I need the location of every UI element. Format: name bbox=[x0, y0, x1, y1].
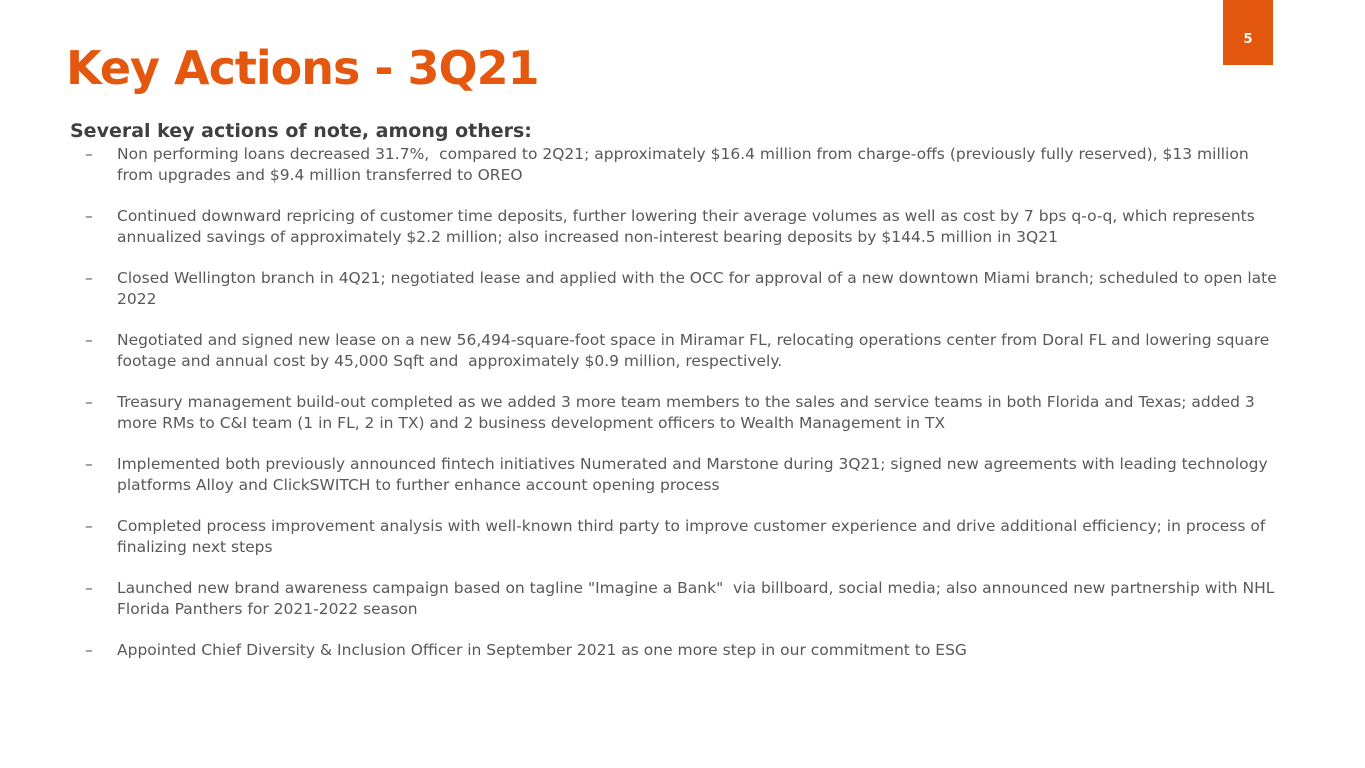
list-item bbox=[85, 578, 1290, 620]
bullet-text: Continued downward repricing of customer time deposits, further lowering their average volumes as well as cost by 7 bps q-o-q, which represents annualized savings of approximately $2.2 million; also increased non-interest bearing deposits by $144.5 million in 3Q21 bbox=[117, 207, 1260, 246]
slide-subtitle: Several key actions of note, among others: bbox=[70, 119, 532, 142]
dash-bullet-marker: – bbox=[85, 517, 93, 535]
dash-bullet-marker: – bbox=[85, 269, 93, 287]
list-item bbox=[85, 640, 1290, 661]
key-actions-list bbox=[85, 144, 1290, 681]
dash-bullet-marker: – bbox=[85, 579, 93, 597]
page-number-badge bbox=[1223, 0, 1273, 65]
dash-bullet-marker: – bbox=[85, 455, 93, 473]
bullet-text: Treasury management build-out completed as we added 3 more team members to the sales and service teams in both Florida and Texas; added 3 more RMs to C&I team (1 in FL, 2 in TX) and 2 business development officers to Wealth Management in TX bbox=[117, 393, 1260, 432]
dash-bullet-marker: – bbox=[85, 393, 93, 411]
list-item bbox=[85, 206, 1290, 248]
list-item bbox=[85, 330, 1290, 372]
list-item bbox=[85, 392, 1290, 434]
page-title: Key Actions - 3Q21 bbox=[66, 40, 539, 95]
bullet-text: Non performing loans decreased 31.7%, compared to 2Q21; approximately $16.4 million from charge-offs (previously fully reserved), $13 million from upgrades and $9.4 million transferred to OREO bbox=[117, 145, 1259, 184]
dash-bullet-marker: – bbox=[85, 331, 93, 349]
dash-bullet-marker: – bbox=[85, 207, 93, 225]
bullet-text: Completed process improvement analysis with well-known third party to improve customer experience and drive additional efficiency; in process of finalizing next steps bbox=[117, 517, 1271, 556]
list-item bbox=[85, 516, 1290, 558]
bullet-text: Implemented both previously announced fintech initiatives Numerated and Marstone during 3Q21; signed new agreements with leading technology platforms Alloy and ClickSWITCH to further enhance account opening process bbox=[117, 455, 1273, 494]
bullet-text: Negotiated and signed new lease on a new 56,494-square-foot space in Miramar FL, relocating operations center from Doral FL and lowering square footage and annual cost by 45,000 Sqft and approximately $0.9 million, respectively. bbox=[117, 331, 1275, 370]
bullet-text: Launched new brand awareness campaign based on tagline "Imagine a Bank" via billboard, social media; also announced new partnership with NHL Florida Panthers for 2021-2022 season bbox=[117, 579, 1280, 618]
dash-bullet-marker: – bbox=[85, 145, 93, 163]
bullet-text: Closed Wellington branch in 4Q21; negotiated lease and applied with the OCC for approval of a new downtown Miami branch; scheduled to open late 2022 bbox=[117, 269, 1282, 308]
bullet-text: Appointed Chief Diversity & Inclusion Officer in September 2021 as one more step in our commitment to ESG bbox=[117, 641, 967, 659]
list-item bbox=[85, 454, 1290, 496]
list-item bbox=[85, 144, 1290, 186]
page-number: 5 bbox=[1243, 32, 1253, 47]
dash-bullet-marker: – bbox=[85, 641, 93, 659]
list-item bbox=[85, 268, 1290, 310]
